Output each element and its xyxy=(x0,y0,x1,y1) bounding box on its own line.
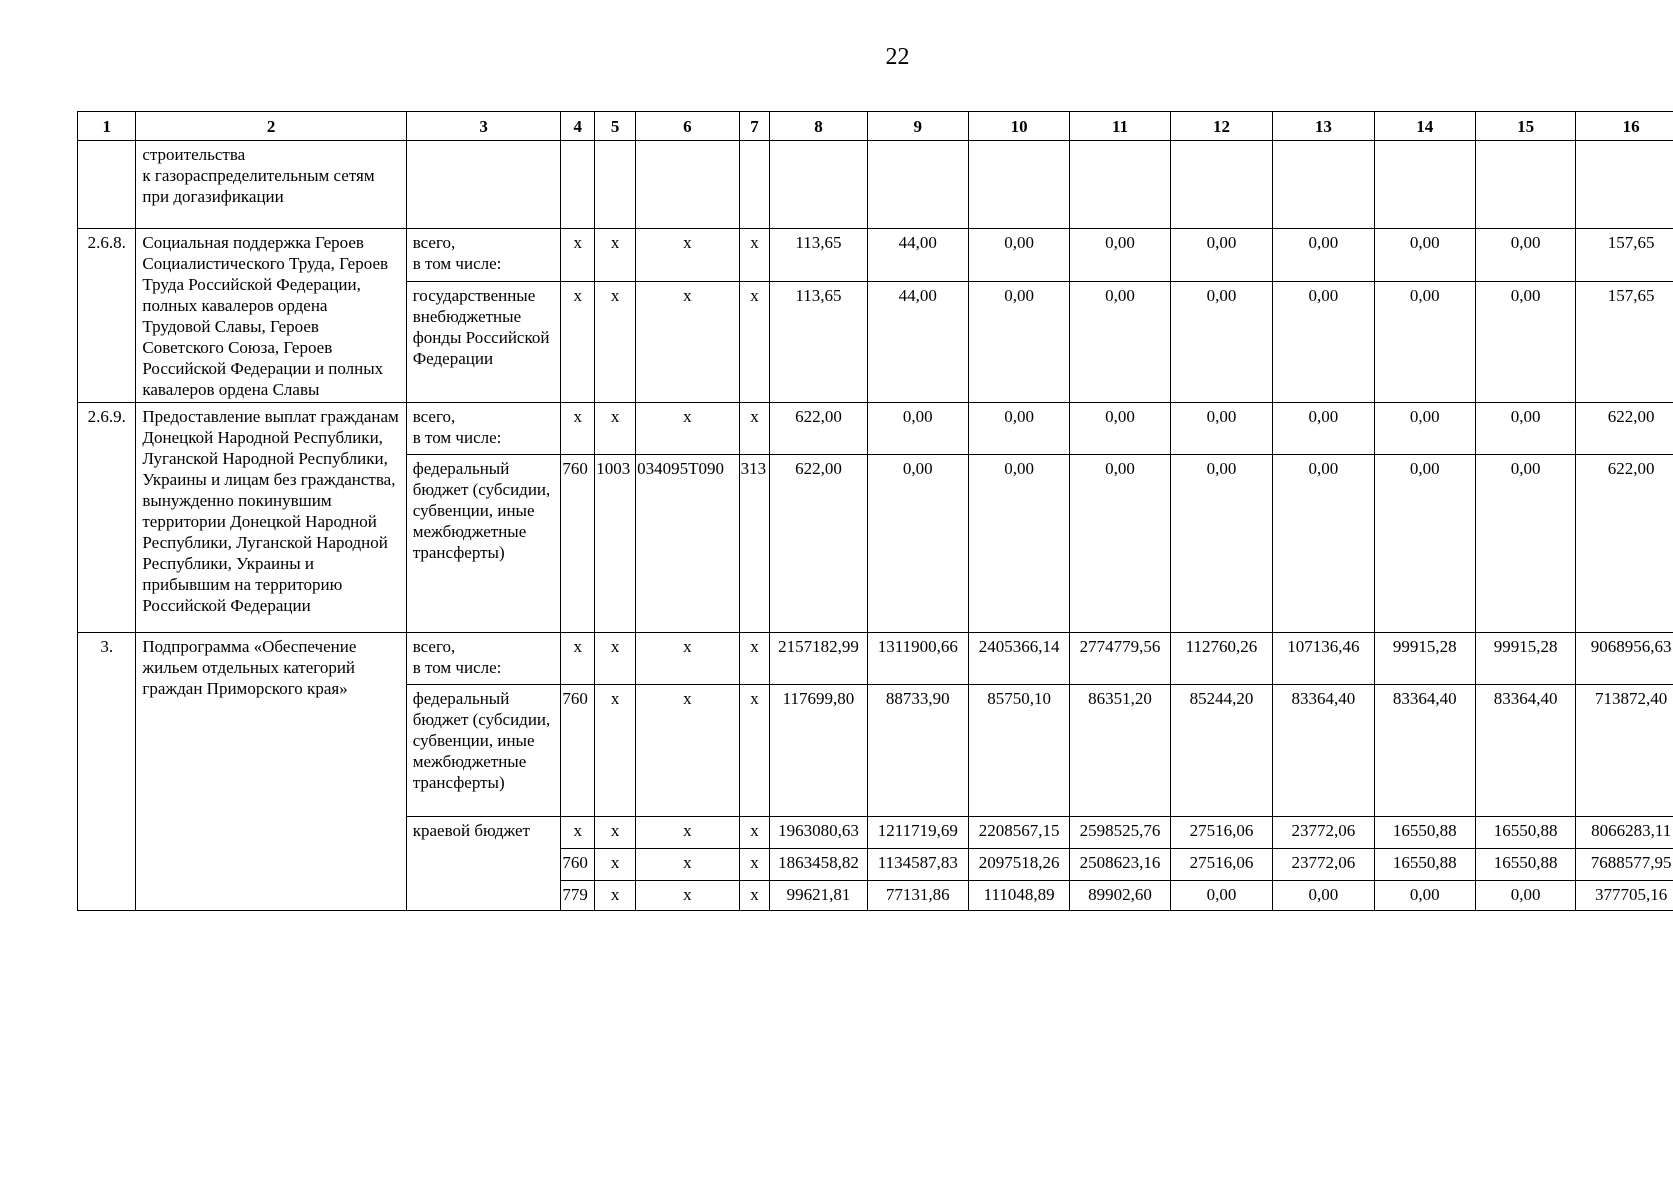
code-cell: x xyxy=(739,229,770,282)
table-cell xyxy=(595,141,636,229)
table-cell xyxy=(636,141,739,229)
col-header: 4 xyxy=(561,112,595,141)
funding-source-cell: всего, в том числе: xyxy=(406,403,561,455)
code-cell: x xyxy=(739,849,770,881)
value-cell: 0,00 xyxy=(1170,455,1272,633)
value-cell: 83364,40 xyxy=(1273,685,1374,817)
code-cell: x xyxy=(636,281,739,402)
value-cell xyxy=(867,141,968,229)
code-cell: 760 xyxy=(561,685,595,817)
value-cell: 16550,88 xyxy=(1475,849,1575,881)
col-header: 7 xyxy=(739,112,770,141)
value-cell xyxy=(1576,141,1673,229)
code-cell: x xyxy=(636,685,739,817)
value-cell: 27516,06 xyxy=(1170,849,1272,881)
col-header: 2 xyxy=(136,112,406,141)
table-cell xyxy=(739,141,770,229)
row-title-cell: Социальная поддержка Героев Социалистического Труда, Героев Труда Российской Федерации, полных кавалеров ордена Трудовой Славы, Героев Советского Союза, Героев Российской Федерации и полных кавалеров ордена Славы xyxy=(136,229,406,403)
value-cell: 0,00 xyxy=(1170,403,1272,455)
value-cell: 0,00 xyxy=(1070,403,1170,455)
code-cell: x xyxy=(636,849,739,881)
value-cell: 0,00 xyxy=(1070,455,1170,633)
value-cell: 16550,88 xyxy=(1374,817,1475,849)
code-cell: 779 xyxy=(561,881,595,911)
value-cell: 2208567,15 xyxy=(968,817,1069,849)
code-cell: x xyxy=(636,229,739,282)
code-cell: x xyxy=(636,403,739,455)
value-cell: 622,00 xyxy=(1576,403,1673,455)
value-cell xyxy=(770,141,867,229)
value-cell: 0,00 xyxy=(1273,455,1374,633)
value-cell: 83364,40 xyxy=(1374,685,1475,817)
value-cell: 0,00 xyxy=(1374,455,1475,633)
value-cell: 0,00 xyxy=(1273,881,1374,911)
value-cell: 622,00 xyxy=(770,403,867,455)
value-cell: 2598525,76 xyxy=(1070,817,1170,849)
code-cell: x xyxy=(561,281,595,402)
code-cell: x xyxy=(595,881,636,911)
code-cell: x xyxy=(595,817,636,849)
code-cell: x xyxy=(739,881,770,911)
value-cell: 9068956,63 xyxy=(1576,633,1673,685)
table-cell xyxy=(406,141,561,229)
funding-source-cell: всего, в том числе: xyxy=(406,633,561,685)
value-cell: 85750,10 xyxy=(968,685,1069,817)
value-cell: 85244,20 xyxy=(1170,685,1272,817)
code-cell: x xyxy=(561,817,595,849)
value-cell: 0,00 xyxy=(1170,281,1272,402)
value-cell: 713872,40 xyxy=(1576,685,1673,817)
value-cell: 0,00 xyxy=(1475,281,1575,402)
table-cell xyxy=(561,141,595,229)
table-row xyxy=(78,403,1673,455)
code-cell: x xyxy=(636,817,739,849)
value-cell xyxy=(1170,141,1272,229)
value-cell: 2508623,16 xyxy=(1070,849,1170,881)
code-cell: x xyxy=(739,633,770,685)
value-cell: 0,00 xyxy=(968,281,1069,402)
col-header: 10 xyxy=(968,112,1069,141)
value-cell: 0,00 xyxy=(1475,403,1575,455)
value-cell: 0,00 xyxy=(1475,881,1575,911)
code-cell: x xyxy=(561,229,595,282)
value-cell: 0,00 xyxy=(867,455,968,633)
code-cell: x xyxy=(636,633,739,685)
table-row xyxy=(78,633,1673,685)
col-header: 3 xyxy=(406,112,561,141)
value-cell: 0,00 xyxy=(1273,281,1374,402)
funding-source-cell: федеральный бюджет (субсидии, субвенции, иные межбюджетные трансферты) xyxy=(406,685,561,817)
value-cell: 1134587,83 xyxy=(867,849,968,881)
code-cell: 760 xyxy=(561,849,595,881)
value-cell: 16550,88 xyxy=(1374,849,1475,881)
value-cell: 89902,60 xyxy=(1070,881,1170,911)
value-cell: 0,00 xyxy=(1273,229,1374,282)
value-cell: 2405366,14 xyxy=(968,633,1069,685)
value-cell: 0,00 xyxy=(1475,229,1575,282)
table-body xyxy=(78,141,1673,911)
value-cell xyxy=(968,141,1069,229)
table-row xyxy=(78,229,1673,282)
value-cell: 8066283,11 xyxy=(1576,817,1673,849)
value-cell: 0,00 xyxy=(968,403,1069,455)
value-cell: 157,65 xyxy=(1576,229,1673,282)
value-cell: 622,00 xyxy=(770,455,867,633)
value-cell: 117699,80 xyxy=(770,685,867,817)
row-number-cell: 3. xyxy=(78,633,136,911)
value-cell: 83364,40 xyxy=(1475,685,1575,817)
budget-table xyxy=(77,111,1673,911)
page-number: 22 xyxy=(885,44,910,70)
value-cell: 2097518,26 xyxy=(968,849,1069,881)
value-cell: 23772,06 xyxy=(1273,849,1374,881)
value-cell: 2774779,56 xyxy=(1070,633,1170,685)
funding-source-cell: государственные внебюджетные фонды Российской Федерации xyxy=(406,281,561,402)
code-cell: x xyxy=(561,403,595,455)
value-cell: 0,00 xyxy=(1070,229,1170,282)
value-cell: 0,00 xyxy=(1070,281,1170,402)
col-header: 15 xyxy=(1475,112,1575,141)
funding-source-cell: краевой бюджет xyxy=(406,817,561,911)
col-header: 9 xyxy=(867,112,968,141)
value-cell: 16550,88 xyxy=(1475,817,1575,849)
code-cell: x xyxy=(595,229,636,282)
value-cell: 0,00 xyxy=(1170,229,1272,282)
value-cell: 7688577,95 xyxy=(1576,849,1673,881)
value-cell: 44,00 xyxy=(867,229,968,282)
code-cell: x xyxy=(595,403,636,455)
value-cell: 0,00 xyxy=(1374,281,1475,402)
value-cell xyxy=(1475,141,1575,229)
value-cell: 77131,86 xyxy=(867,881,968,911)
value-cell: 113,65 xyxy=(770,229,867,282)
value-cell: 0,00 xyxy=(968,455,1069,633)
row-number-cell: 2.6.9. xyxy=(78,403,136,633)
code-cell: x xyxy=(561,633,595,685)
code-cell: 1003 xyxy=(595,455,636,633)
code-cell: x xyxy=(595,849,636,881)
value-cell: 157,65 xyxy=(1576,281,1673,402)
code-cell: x xyxy=(739,281,770,402)
code-cell: 313 xyxy=(739,455,770,633)
col-header: 14 xyxy=(1374,112,1475,141)
table-row xyxy=(78,141,1673,229)
row-number-cell: 2.6.8. xyxy=(78,229,136,403)
col-header: 6 xyxy=(636,112,739,141)
value-cell: 23772,06 xyxy=(1273,817,1374,849)
value-cell: 27516,06 xyxy=(1170,817,1272,849)
col-header: 5 xyxy=(595,112,636,141)
row-number-cell xyxy=(78,141,136,229)
value-cell: 99915,28 xyxy=(1475,633,1575,685)
funding-source-cell: федеральный бюджет (субсидии, субвенции, иные межбюджетные трансферты) xyxy=(406,455,561,633)
code-cell: x xyxy=(595,281,636,402)
value-cell: 88733,90 xyxy=(867,685,968,817)
value-cell: 1863458,82 xyxy=(770,849,867,881)
value-cell: 0,00 xyxy=(1374,229,1475,282)
value-cell: 0,00 xyxy=(1170,881,1272,911)
value-cell: 99915,28 xyxy=(1374,633,1475,685)
value-cell: 1211719,69 xyxy=(867,817,968,849)
value-cell: 377705,16 xyxy=(1576,881,1673,911)
value-cell: 0,00 xyxy=(1273,403,1374,455)
code-cell: 034095Т090 xyxy=(636,455,739,633)
code-cell: x xyxy=(739,685,770,817)
value-cell: 2157182,99 xyxy=(770,633,867,685)
col-header: 12 xyxy=(1170,112,1272,141)
code-cell: x xyxy=(739,817,770,849)
value-cell: 0,00 xyxy=(1475,455,1575,633)
col-header: 1 xyxy=(78,112,136,141)
value-cell: 1311900,66 xyxy=(867,633,968,685)
value-cell: 0,00 xyxy=(867,403,968,455)
value-cell xyxy=(1273,141,1374,229)
code-cell: 760 xyxy=(561,455,595,633)
header-row xyxy=(78,112,1673,141)
value-cell: 86351,20 xyxy=(1070,685,1170,817)
value-cell xyxy=(1070,141,1170,229)
funding-source-cell: всего, в том числе: xyxy=(406,229,561,282)
value-cell: 112760,26 xyxy=(1170,633,1272,685)
value-cell: 0,00 xyxy=(1374,403,1475,455)
value-cell: 1963080,63 xyxy=(770,817,867,849)
code-cell: x xyxy=(739,403,770,455)
value-cell xyxy=(1374,141,1475,229)
value-cell: 0,00 xyxy=(968,229,1069,282)
col-header: 11 xyxy=(1070,112,1170,141)
value-cell: 622,00 xyxy=(1576,455,1673,633)
value-cell: 44,00 xyxy=(867,281,968,402)
row-title-cell: строительства к газораспределительным сетям при догазификации xyxy=(136,141,406,229)
value-cell: 107136,46 xyxy=(1273,633,1374,685)
code-cell: x xyxy=(595,685,636,817)
value-cell: 0,00 xyxy=(1374,881,1475,911)
code-cell: x xyxy=(595,633,636,685)
value-cell: 99621,81 xyxy=(770,881,867,911)
col-header: 8 xyxy=(770,112,867,141)
value-cell: 111048,89 xyxy=(968,881,1069,911)
value-cell: 113,65 xyxy=(770,281,867,402)
col-header: 13 xyxy=(1273,112,1374,141)
row-title-cell: Подпрограмма «Обеспечение жильем отдельных категорий граждан Приморского края» xyxy=(136,633,406,911)
col-header: 16 xyxy=(1576,112,1673,141)
row-title-cell: Предоставление выплат гражданам Донецкой Народной Республики, Луганской Народной Республики, Украины и лицам без гражданства, вынужденно покинувшим территории Донецкой Народной Республики, Луганской Народной Республики, Украины и прибывшим на территорию Российской Федерации xyxy=(136,403,406,633)
code-cell: x xyxy=(636,881,739,911)
